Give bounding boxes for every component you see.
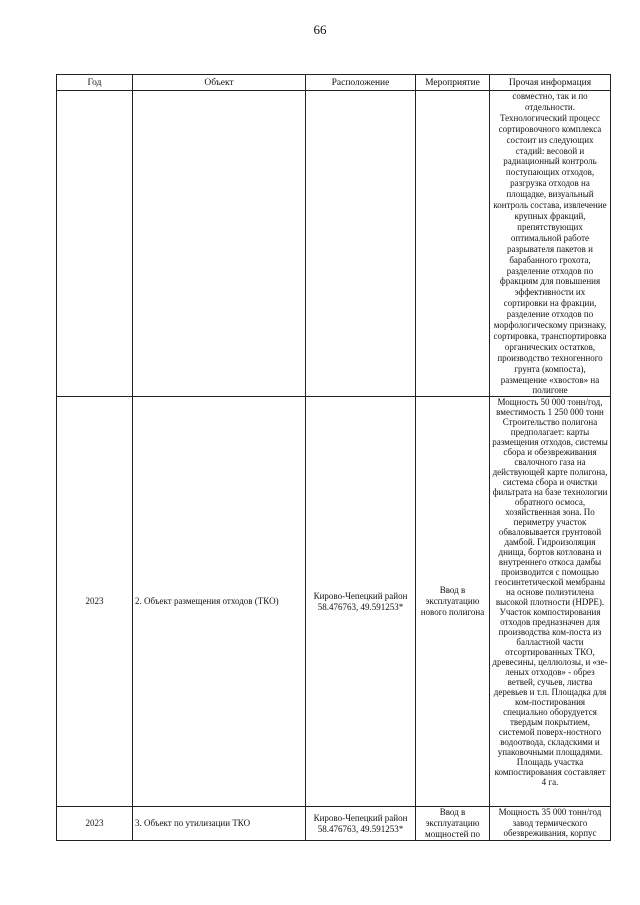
cell-info: Мощность 35 000 тонн/год завод термического обезвреживания, корпус [490, 807, 611, 841]
cell-location [306, 91, 416, 397]
cell-activity: Ввод в эксплуатацию нового полигона [416, 397, 490, 807]
cell-object [133, 91, 306, 397]
table-header-row [57, 75, 611, 91]
header-info: Прочая информация [490, 75, 611, 91]
table-row [57, 397, 611, 807]
header-activity: Мероприятие [416, 75, 490, 91]
cell-location: Кирово-Чепецкий район 58.476763, 49.591253* [306, 397, 416, 807]
table-row [57, 91, 611, 397]
table-row [57, 807, 611, 841]
cell-activity [416, 91, 490, 397]
header-object: Объект [133, 75, 306, 91]
cell-year: 2023 [57, 397, 133, 807]
cell-object: 2. Объект размещения отходов (ТКО) [133, 397, 306, 807]
header-location: Расположение [306, 75, 416, 91]
cell-object: 3. Объект по утилизации ТКО [133, 807, 306, 841]
page-number: 66 [313, 22, 327, 37]
objects-table [56, 74, 611, 841]
cell-info: совместно, так и по отдельности. Технологический процесс сортировочного комплекса состоит из следующих стадий: весовой и радиационный контроль поступающих отходов, разгрузка отходов на площадке, визуальный контроль состава, извлечение крупных фракций, препятствующих оптимальной работе разрывателя пакетов и барабанного грохота, разделение отходов по фракциям для повышения эффективности их сортировки на фракции, разделение отходов по морфологическому признаку, сортировка, транспортировка органических остатков, производство техногенного грунта (компоста), размещение «хвостов» на полигоне [490, 91, 611, 397]
cell-year: 2023 [57, 807, 133, 841]
cell-activity: Ввод в эксплуатацию мощностей по [416, 807, 490, 841]
cell-info: Мощность 50 000 тонн/год, вместимость 1 250 000 тонн Строительство полигона предполагает: карты размещения отходов, системы сбора и обезвреживания свалочного газа на действующей карте полигона, система сбора и очистки фильтрата на базе технологии обратного осмоса, хозяйственная зона. По периметру участок обваловывается грунтовой дамбой. Гидроизоляция днища, бортов котлована и внутреннего откоса дамбы производится с помощью геосинтетической мембраны на основе полиэтилена высокой плотности (HDPE). Участок компостирования отходов предназначен для производства ком-поста из балластной части отсортированных ТКО, древесины, целлюлозы, и «зе-леных отходов» - обрез ветвей, сучьев, листва деревьев и т.п. Площадка для ком-постирования специально оборудуется твердым покрытием, системой поверх-ностного водоотвода, складскими и упаковочными площадями. Площадь участка компостирования составляет 4 га. [490, 397, 611, 807]
cell-location: Кирово-Чепецкий район 58.476763, 49.591253* [306, 807, 416, 841]
header-year: Год [57, 75, 133, 91]
cell-year [57, 91, 133, 397]
